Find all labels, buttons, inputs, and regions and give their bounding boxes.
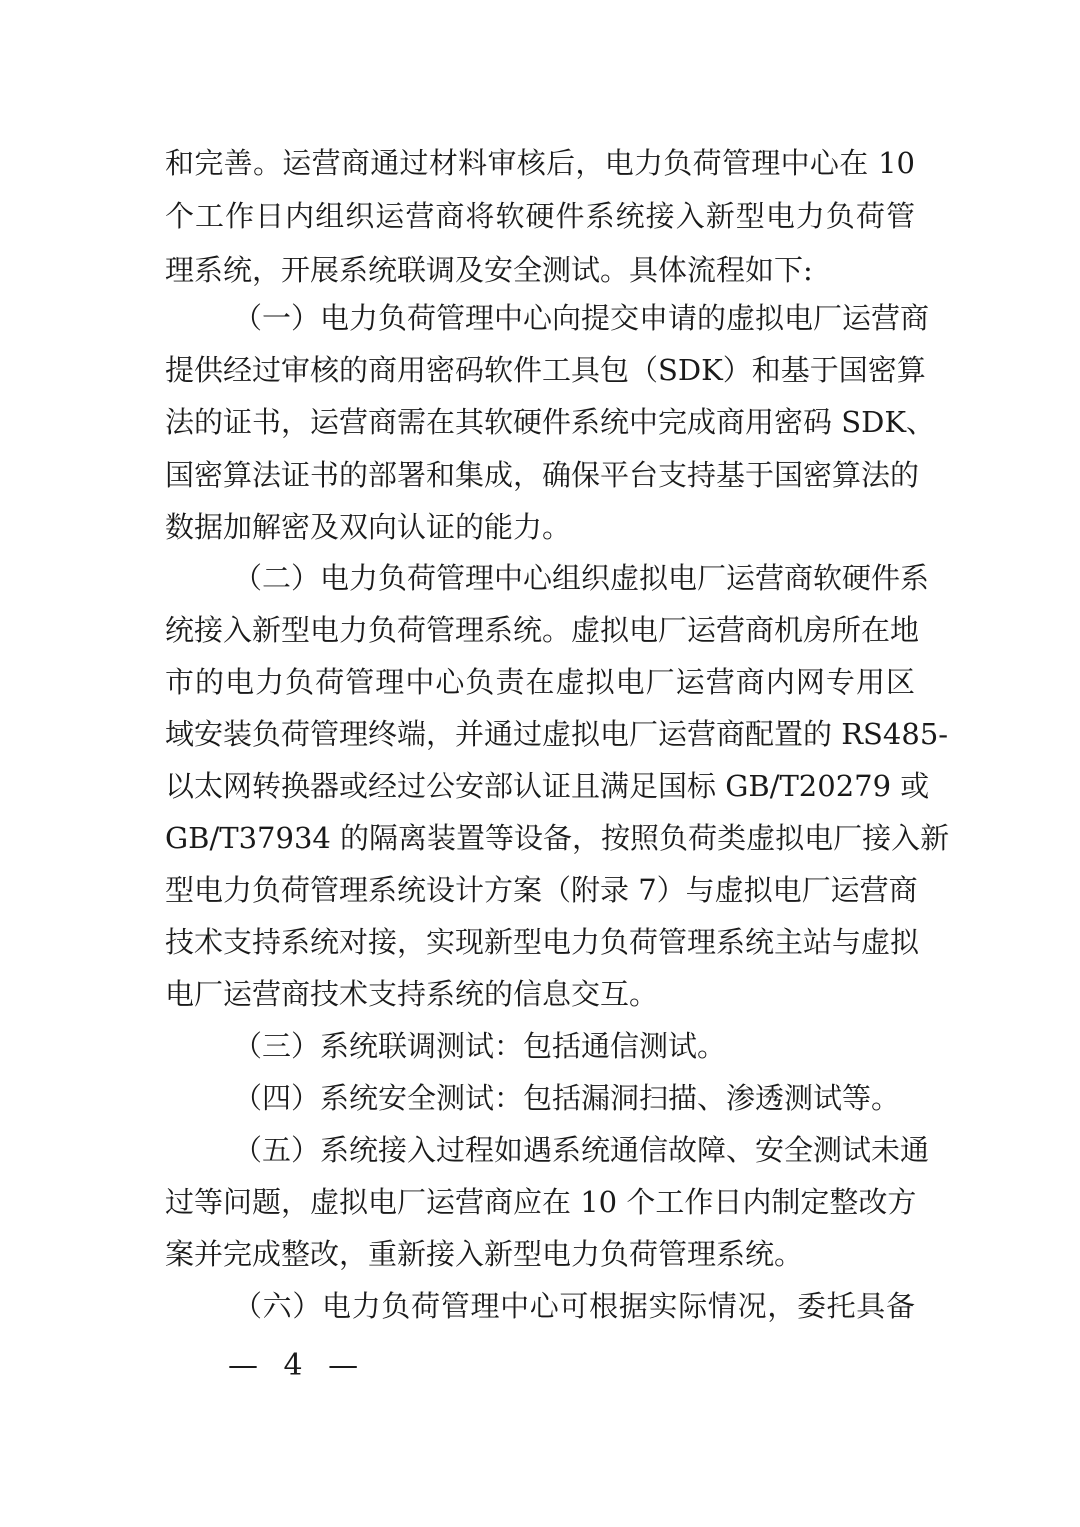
body-text-line: 法的证书，运营商需在其软硬件系统中完成商用密码 SDK、 <box>165 405 936 439</box>
body-text-line: 提供经过审核的商用密码软件工具包（SDK）和基于国密算 <box>165 353 926 387</box>
body-text-line: 理系统，开展系统联调及安全测试。具体流程如下: <box>165 253 813 287</box>
body-text-line: 以太网转换器或经过公安部认证且满足国标 GB/T20279 或 <box>165 769 930 803</box>
body-text-line: 技术支持系统对接，实现新型电力负荷管理系统主站与虚拟 <box>165 925 920 959</box>
body-text-line: 案并完成整改，重新接入新型电力负荷管理系统。 <box>165 1237 804 1271</box>
section-item-2: （二）电力负荷管理中心组织虚拟电厂运营商软硬件系 <box>233 561 930 595</box>
body-text-line: 电厂运营商技术支持系统的信息交互。 <box>165 977 659 1011</box>
body-text-line: 国密算法证书的部署和集成，确保平台支持基于国密算法的 <box>165 458 920 492</box>
body-text-line: 数据加解密及双向认证的能力。 <box>165 510 572 544</box>
section-item-3: （三）系统联调测试：包括通信测试。 <box>233 1029 727 1063</box>
body-text-line: GB/T37934 的隔离装置等设备，按照负荷类虚拟电厂接入新 <box>165 821 950 855</box>
section-item-5: （五）系统接入过程如遇系统通信故障、安全测试未通 <box>233 1133 930 1167</box>
section-item-1: （一）电力负荷管理中心向提交申请的虚拟电厂运营商 <box>233 301 930 335</box>
body-text-line: 统接入新型电力负荷管理系统。虚拟电厂运营商机房所在地 <box>165 613 920 647</box>
body-text-line: 市的电力负荷管理中心负责在虚拟电厂运营商内网专用区 <box>165 665 915 699</box>
body-text-line: 个工作日内组织运营商将软硬件系统接入新型电力负荷管 <box>165 199 915 233</box>
page-number: — 4 — <box>228 1348 367 1383</box>
section-item-4: （四）系统安全测试：包括漏洞扫描、渗透测试等。 <box>233 1081 901 1115</box>
body-text-line: 和完善。运营商通过材料审核后，电力负荷管理中心在 10 <box>165 146 915 180</box>
section-item-6: （六）电力负荷管理中心可根据实际情况，委托具备 <box>233 1289 915 1323</box>
body-text-line: 域安装负荷管理终端，并通过虚拟电厂运营商配置的 RS485- <box>165 717 949 751</box>
body-text-line: 过等问题，虚拟电厂运营商应在 10 个工作日内制定整改方 <box>165 1185 917 1219</box>
body-text-line: 型电力负荷管理系统设计方案（附录 7）与虚拟电厂运营商 <box>165 873 918 907</box>
